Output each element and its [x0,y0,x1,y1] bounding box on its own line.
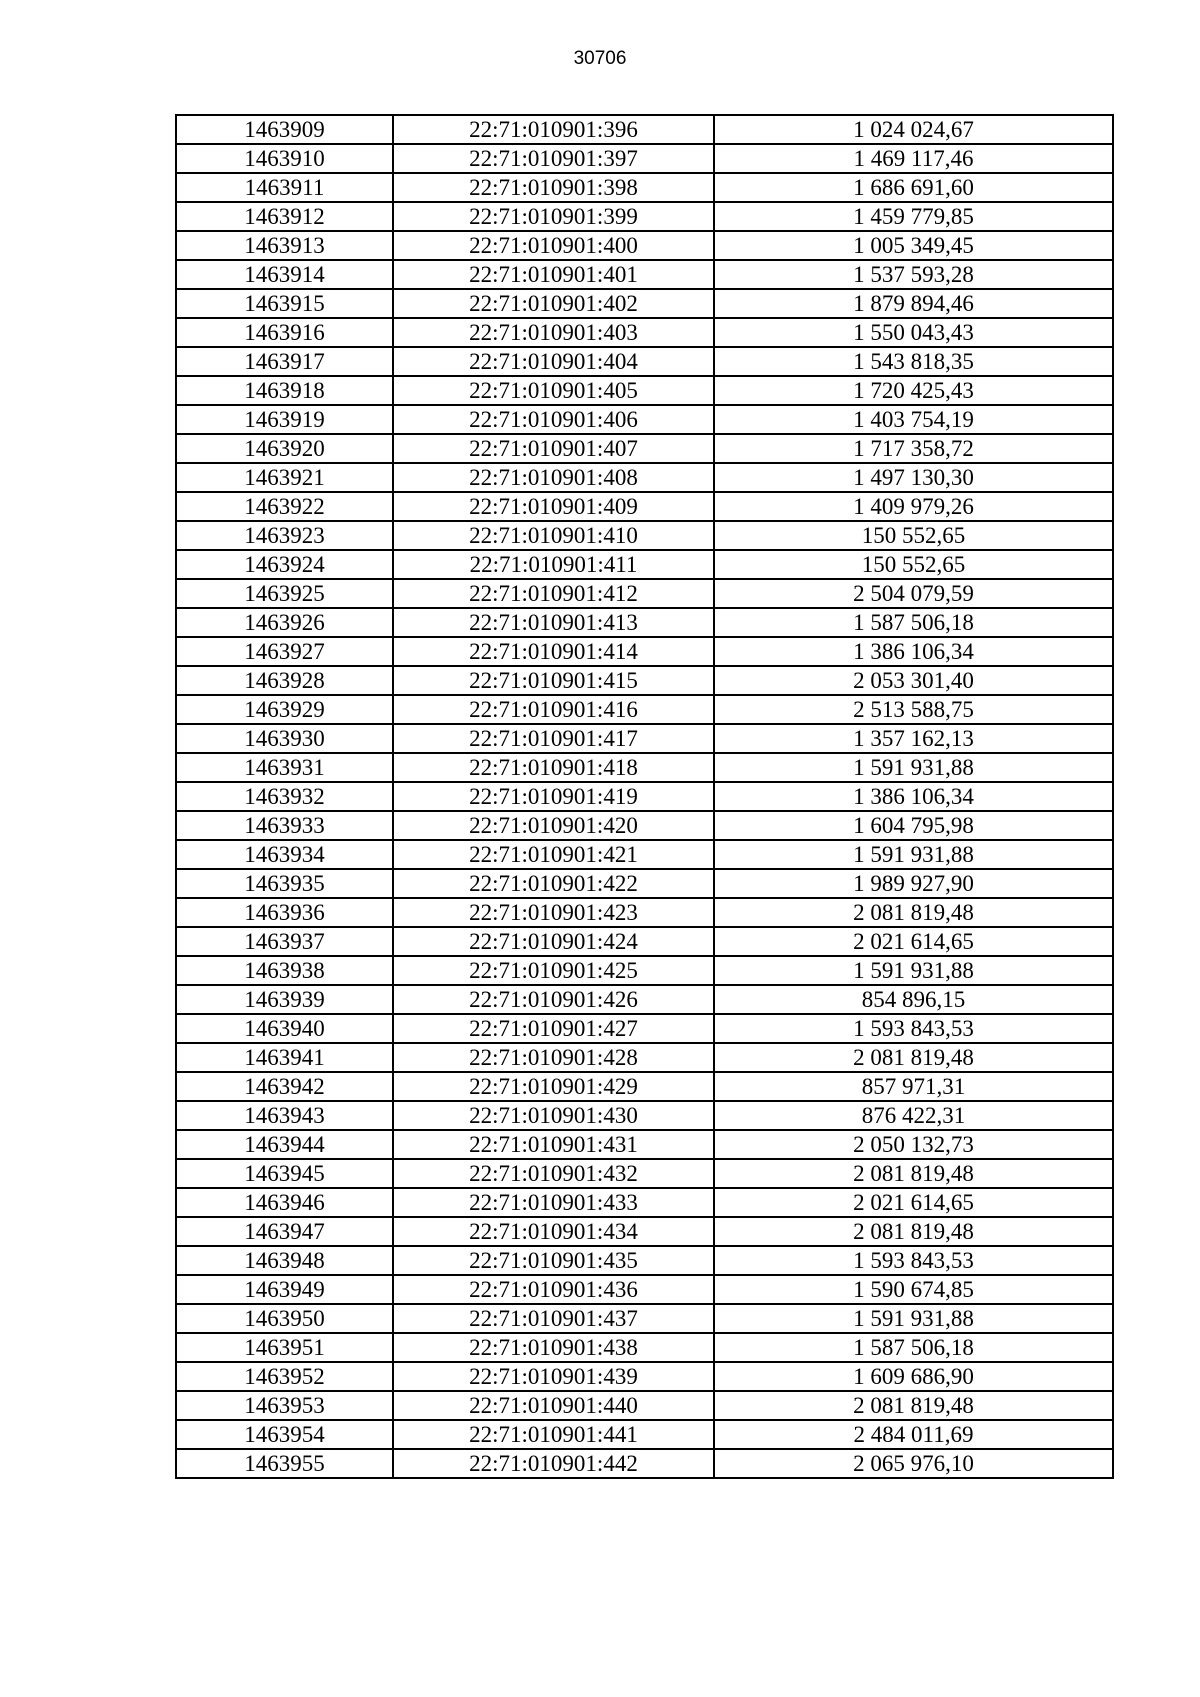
record-number-cell: 1463924 [176,550,393,579]
record-number-cell: 1463946 [176,1188,393,1217]
cadastral-value-cell: 2 081 819,48 [714,1217,1113,1246]
cadastral-number-cell: 22:71:010901:432 [393,1159,714,1188]
record-number-cell: 1463952 [176,1362,393,1391]
table-row [176,289,1113,318]
cadastral-number-cell: 22:71:010901:404 [393,347,714,376]
record-number-cell: 1463950 [176,1304,393,1333]
table-row [176,1275,1113,1304]
cadastral-value-cell: 1 497 130,30 [714,463,1113,492]
table-row [176,434,1113,463]
cadastral-value-cell: 1 403 754,19 [714,405,1113,434]
table-row [176,318,1113,347]
record-number-cell: 1463955 [176,1449,393,1478]
cadastral-number-cell: 22:71:010901:426 [393,985,714,1014]
table-row [176,782,1113,811]
table-row [176,231,1113,260]
cadastral-number-cell: 22:71:010901:431 [393,1130,714,1159]
record-number-cell: 1463945 [176,1159,393,1188]
table-row [176,1130,1113,1159]
cadastral-number-cell: 22:71:010901:436 [393,1275,714,1304]
record-number-cell: 1463922 [176,492,393,521]
record-number-cell: 1463947 [176,1217,393,1246]
table-row [176,898,1113,927]
cadastral-number-cell: 22:71:010901:427 [393,1014,714,1043]
cadastral-number-cell: 22:71:010901:433 [393,1188,714,1217]
cadastral-number-cell: 22:71:010901:429 [393,1072,714,1101]
record-number-cell: 1463942 [176,1072,393,1101]
cadastral-value-cell: 1 550 043,43 [714,318,1113,347]
record-number-cell: 1463954 [176,1420,393,1449]
record-number-cell: 1463929 [176,695,393,724]
cadastral-value-cell: 1 543 818,35 [714,347,1113,376]
record-number-cell: 1463928 [176,666,393,695]
cadastral-value-cell: 2 053 301,40 [714,666,1113,695]
cadastral-number-cell: 22:71:010901:424 [393,927,714,956]
record-number-cell: 1463941 [176,1043,393,1072]
cadastral-value-cell: 1 604 795,98 [714,811,1113,840]
cadastral-number-cell: 22:71:010901:402 [393,289,714,318]
cadastral-value-cell: 1 720 425,43 [714,376,1113,405]
cadastral-value-cell: 2 081 819,48 [714,1391,1113,1420]
cadastral-value-cell: 1 879 894,46 [714,289,1113,318]
cadastral-number-cell: 22:71:010901:441 [393,1420,714,1449]
table-row [176,1072,1113,1101]
record-number-cell: 1463937 [176,927,393,956]
table-row [176,202,1113,231]
cadastral-number-cell: 22:71:010901:440 [393,1391,714,1420]
table-row [176,376,1113,405]
cadastral-number-cell: 22:71:010901:417 [393,724,714,753]
table-row [176,492,1113,521]
table-row [176,869,1113,898]
cadastral-value-cell: 1 591 931,88 [714,753,1113,782]
cadastral-value-cell: 1 591 931,88 [714,1304,1113,1333]
cadastral-number-cell: 22:71:010901:435 [393,1246,714,1275]
table-row [176,260,1113,289]
cadastral-number-cell: 22:71:010901:397 [393,144,714,173]
record-number-cell: 1463917 [176,347,393,376]
cadastral-value-cell: 1 591 931,88 [714,840,1113,869]
cadastral-number-cell: 22:71:010901:422 [393,869,714,898]
record-number-cell: 1463912 [176,202,393,231]
record-number-cell: 1463949 [176,1275,393,1304]
record-number-cell: 1463948 [176,1246,393,1275]
cadastral-number-cell: 22:71:010901:438 [393,1333,714,1362]
record-number-cell: 1463953 [176,1391,393,1420]
cadastral-value-cell: 2 504 079,59 [714,579,1113,608]
table-row [176,405,1113,434]
cadastral-value-table [175,114,1114,1479]
cadastral-value-cell: 1 024 024,67 [714,115,1113,144]
cadastral-number-cell: 22:71:010901:401 [393,260,714,289]
cadastral-value-cell: 2 050 132,73 [714,1130,1113,1159]
cadastral-value-cell: 150 552,65 [714,521,1113,550]
table-row [176,521,1113,550]
record-number-cell: 1463919 [176,405,393,434]
table-row [176,1246,1113,1275]
cadastral-number-cell: 22:71:010901:403 [393,318,714,347]
cadastral-number-cell: 22:71:010901:414 [393,637,714,666]
table-row [176,695,1113,724]
record-number-cell: 1463921 [176,463,393,492]
cadastral-value-cell: 2 484 011,69 [714,1420,1113,1449]
cadastral-value-cell: 150 552,65 [714,550,1113,579]
cadastral-value-cell: 857 971,31 [714,1072,1113,1101]
record-number-cell: 1463915 [176,289,393,318]
cadastral-number-cell: 22:71:010901:413 [393,608,714,637]
cadastral-number-cell: 22:71:010901:407 [393,434,714,463]
cadastral-value-cell: 1 989 927,90 [714,869,1113,898]
cadastral-number-cell: 22:71:010901:400 [393,231,714,260]
cadastral-number-cell: 22:71:010901:405 [393,376,714,405]
cadastral-value-cell: 1 717 358,72 [714,434,1113,463]
cadastral-value-cell: 1 593 843,53 [714,1246,1113,1275]
cadastral-number-cell: 22:71:010901:430 [393,1101,714,1130]
table-row [176,1101,1113,1130]
table-row [176,840,1113,869]
table-row [176,1188,1113,1217]
table-row [176,1014,1113,1043]
cadastral-number-cell: 22:71:010901:412 [393,579,714,608]
cadastral-value-cell: 1 587 506,18 [714,608,1113,637]
cadastral-value-cell: 1 609 686,90 [714,1362,1113,1391]
cadastral-number-cell: 22:71:010901:408 [393,463,714,492]
table-row [176,1391,1113,1420]
record-number-cell: 1463911 [176,173,393,202]
table-body [176,115,1113,1478]
cadastral-number-cell: 22:71:010901:398 [393,173,714,202]
table-row [176,753,1113,782]
cadastral-number-cell: 22:71:010901:416 [393,695,714,724]
cadastral-value-cell: 1 587 506,18 [714,1333,1113,1362]
cadastral-number-cell: 22:71:010901:415 [393,666,714,695]
table-row [176,811,1113,840]
record-number-cell: 1463913 [176,231,393,260]
table-row [176,666,1113,695]
table-row [176,347,1113,376]
record-number-cell: 1463925 [176,579,393,608]
record-number-cell: 1463910 [176,144,393,173]
cadastral-number-cell: 22:71:010901:425 [393,956,714,985]
cadastral-number-cell: 22:71:010901:434 [393,1217,714,1246]
table-row [176,579,1113,608]
record-number-cell: 1463923 [176,521,393,550]
record-number-cell: 1463940 [176,1014,393,1043]
table-row [176,637,1113,666]
table-row [176,608,1113,637]
record-number-cell: 1463914 [176,260,393,289]
cadastral-number-cell: 22:71:010901:406 [393,405,714,434]
cadastral-value-cell: 1 386 106,34 [714,782,1113,811]
record-number-cell: 1463930 [176,724,393,753]
table-row [176,1420,1113,1449]
record-number-cell: 1463951 [176,1333,393,1362]
cadastral-number-cell: 22:71:010901:442 [393,1449,714,1478]
cadastral-value-cell: 2 513 588,75 [714,695,1113,724]
cadastral-value-cell: 2 065 976,10 [714,1449,1113,1478]
cadastral-value-cell: 2 081 819,48 [714,898,1113,927]
record-number-cell: 1463920 [176,434,393,463]
cadastral-value-cell: 1 593 843,53 [714,1014,1113,1043]
table-row [176,463,1113,492]
table-row [176,115,1113,144]
table-row [176,927,1113,956]
cadastral-number-cell: 22:71:010901:428 [393,1043,714,1072]
cadastral-number-cell: 22:71:010901:410 [393,521,714,550]
record-number-cell: 1463918 [176,376,393,405]
table-row [176,550,1113,579]
cadastral-value-cell: 1 537 593,28 [714,260,1113,289]
record-number-cell: 1463934 [176,840,393,869]
cadastral-value-cell: 1 591 931,88 [714,956,1113,985]
table-row [176,956,1113,985]
cadastral-value-cell: 1 409 979,26 [714,492,1113,521]
cadastral-number-cell: 22:71:010901:399 [393,202,714,231]
cadastral-value-cell: 1 686 691,60 [714,173,1113,202]
record-number-cell: 1463909 [176,115,393,144]
record-number-cell: 1463933 [176,811,393,840]
record-number-cell: 1463936 [176,898,393,927]
cadastral-value-cell: 1 459 779,85 [714,202,1113,231]
table-row [176,1362,1113,1391]
record-number-cell: 1463931 [176,753,393,782]
cadastral-number-cell: 22:71:010901:419 [393,782,714,811]
cadastral-value-cell: 2 081 819,48 [714,1043,1113,1072]
record-number-cell: 1463926 [176,608,393,637]
cadastral-number-cell: 22:71:010901:423 [393,898,714,927]
record-number-cell: 1463938 [176,956,393,985]
cadastral-value-cell: 1 386 106,34 [714,637,1113,666]
page-number: 30706 [573,48,627,69]
record-number-cell: 1463944 [176,1130,393,1159]
cadastral-number-cell: 22:71:010901:418 [393,753,714,782]
table-row [176,173,1113,202]
cadastral-number-cell: 22:71:010901:421 [393,840,714,869]
record-number-cell: 1463935 [176,869,393,898]
cadastral-value-cell: 1 005 349,45 [714,231,1113,260]
table-row [176,1449,1113,1478]
cadastral-value-cell: 1 469 117,46 [714,144,1113,173]
cadastral-number-cell: 22:71:010901:411 [393,550,714,579]
cadastral-value-cell: 854 896,15 [714,985,1113,1014]
cadastral-number-cell: 22:71:010901:439 [393,1362,714,1391]
cadastral-value-cell: 1 590 674,85 [714,1275,1113,1304]
cadastral-number-cell: 22:71:010901:437 [393,1304,714,1333]
cadastral-number-cell: 22:71:010901:420 [393,811,714,840]
record-number-cell: 1463927 [176,637,393,666]
record-number-cell: 1463932 [176,782,393,811]
cadastral-value-cell: 1 357 162,13 [714,724,1113,753]
table-row [176,144,1113,173]
table-row [176,1217,1113,1246]
cadastral-number-cell: 22:71:010901:409 [393,492,714,521]
table-row [176,1333,1113,1362]
cadastral-value-cell: 2 021 614,65 [714,1188,1113,1217]
table-row [176,1159,1113,1188]
cadastral-value-cell: 2 021 614,65 [714,927,1113,956]
table-row [176,985,1113,1014]
record-number-cell: 1463939 [176,985,393,1014]
table-row [176,1043,1113,1072]
cadastral-value-cell: 876 422,31 [714,1101,1113,1130]
cadastral-value-cell: 2 081 819,48 [714,1159,1113,1188]
table-row [176,724,1113,753]
record-number-cell: 1463916 [176,318,393,347]
record-number-cell: 1463943 [176,1101,393,1130]
table-row [176,1304,1113,1333]
cadastral-number-cell: 22:71:010901:396 [393,115,714,144]
